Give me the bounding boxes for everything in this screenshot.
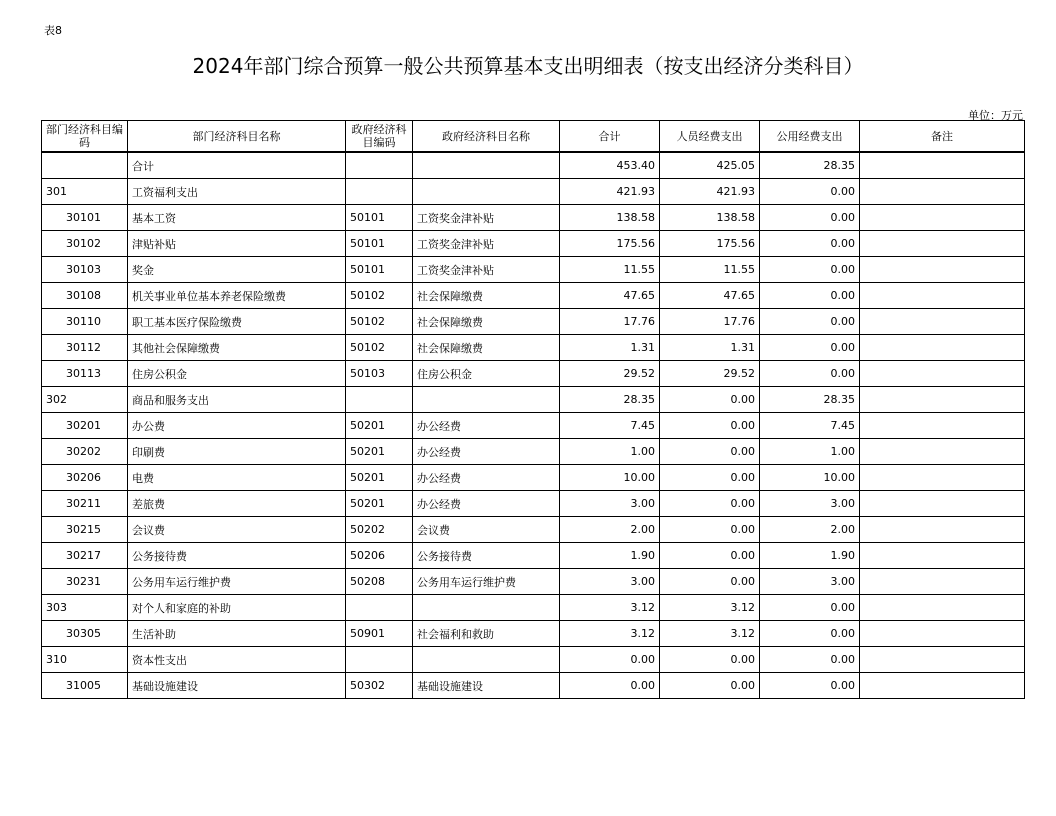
cell-personnel: 47.65 bbox=[660, 283, 760, 309]
cell-note bbox=[860, 179, 1025, 205]
cell-dept-code: 30108 bbox=[42, 283, 128, 309]
cell-note bbox=[860, 283, 1025, 309]
cell-public: 28.35 bbox=[760, 152, 860, 179]
cell-personnel: 11.55 bbox=[660, 257, 760, 283]
cell-public: 0.00 bbox=[760, 309, 860, 335]
cell-gov-code bbox=[346, 152, 413, 179]
cell-gov-code: 50208 bbox=[346, 569, 413, 595]
cell-dept-name: 公务接待费 bbox=[128, 543, 346, 569]
cell-gov-code: 50101 bbox=[346, 231, 413, 257]
cell-gov-code: 50102 bbox=[346, 283, 413, 309]
cell-dept-name: 商品和服务支出 bbox=[128, 387, 346, 413]
cell-note bbox=[860, 152, 1025, 179]
cell-gov-name bbox=[413, 387, 560, 413]
cell-note bbox=[860, 257, 1025, 283]
table-row bbox=[42, 413, 1025, 439]
table-row bbox=[42, 283, 1025, 309]
cell-dept-name: 其他社会保障缴费 bbox=[128, 335, 346, 361]
cell-dept-code bbox=[42, 152, 128, 179]
cell-gov-name: 会议费 bbox=[413, 517, 560, 543]
cell-public: 7.45 bbox=[760, 413, 860, 439]
expenditure-table bbox=[41, 120, 1025, 699]
cell-gov-name: 工资奖金津补贴 bbox=[413, 231, 560, 257]
table-header bbox=[42, 121, 1025, 153]
cell-gov-name: 办公经费 bbox=[413, 413, 560, 439]
cell-public: 0.00 bbox=[760, 361, 860, 387]
cell-dept-name: 合计 bbox=[128, 152, 346, 179]
cell-note bbox=[860, 543, 1025, 569]
cell-gov-name: 公务用车运行维护费 bbox=[413, 569, 560, 595]
cell-dept-name: 奖金 bbox=[128, 257, 346, 283]
col-header-dept-name: 部门经济科目名称 bbox=[128, 121, 346, 153]
cell-gov-code: 50302 bbox=[346, 673, 413, 699]
cell-gov-code: 50206 bbox=[346, 543, 413, 569]
cell-dept-code: 30217 bbox=[42, 543, 128, 569]
table-row bbox=[42, 491, 1025, 517]
cell-personnel: 0.00 bbox=[660, 673, 760, 699]
cell-gov-code: 50102 bbox=[346, 309, 413, 335]
col-header-note: 备注 bbox=[860, 121, 1025, 153]
cell-gov-name bbox=[413, 152, 560, 179]
cell-note bbox=[860, 647, 1025, 673]
cell-personnel: 175.56 bbox=[660, 231, 760, 257]
cell-dept-code: 30211 bbox=[42, 491, 128, 517]
cell-public: 2.00 bbox=[760, 517, 860, 543]
cell-total: 421.93 bbox=[560, 179, 660, 205]
cell-public: 0.00 bbox=[760, 257, 860, 283]
cell-note bbox=[860, 413, 1025, 439]
cell-total: 2.00 bbox=[560, 517, 660, 543]
table-row bbox=[42, 517, 1025, 543]
cell-total: 138.58 bbox=[560, 205, 660, 231]
cell-public: 0.00 bbox=[760, 283, 860, 309]
cell-note bbox=[860, 517, 1025, 543]
cell-dept-name: 基本工资 bbox=[128, 205, 346, 231]
cell-gov-name: 社会保障缴费 bbox=[413, 283, 560, 309]
cell-personnel: 29.52 bbox=[660, 361, 760, 387]
cell-note bbox=[860, 309, 1025, 335]
col-header-gov-name: 政府经济科目名称 bbox=[413, 121, 560, 153]
cell-gov-name: 办公经费 bbox=[413, 439, 560, 465]
col-header-personnel: 人员经费支出 bbox=[660, 121, 760, 153]
table-row bbox=[42, 595, 1025, 621]
cell-gov-code: 50201 bbox=[346, 465, 413, 491]
cell-personnel: 0.00 bbox=[660, 465, 760, 491]
cell-dept-code: 30305 bbox=[42, 621, 128, 647]
cell-gov-code: 50101 bbox=[346, 205, 413, 231]
cell-personnel: 0.00 bbox=[660, 413, 760, 439]
cell-total: 3.12 bbox=[560, 621, 660, 647]
table-row bbox=[42, 231, 1025, 257]
cell-public: 0.00 bbox=[760, 673, 860, 699]
cell-personnel: 0.00 bbox=[660, 647, 760, 673]
cell-dept-name: 公务用车运行维护费 bbox=[128, 569, 346, 595]
cell-total: 1.00 bbox=[560, 439, 660, 465]
cell-public: 0.00 bbox=[760, 231, 860, 257]
cell-public: 3.00 bbox=[760, 491, 860, 517]
cell-total: 17.76 bbox=[560, 309, 660, 335]
table-row bbox=[42, 179, 1025, 205]
cell-personnel: 0.00 bbox=[660, 569, 760, 595]
cell-total: 3.00 bbox=[560, 569, 660, 595]
cell-total: 0.00 bbox=[560, 647, 660, 673]
cell-total: 28.35 bbox=[560, 387, 660, 413]
cell-total: 0.00 bbox=[560, 673, 660, 699]
cell-dept-name: 基础设施建设 bbox=[128, 673, 346, 699]
cell-public: 0.00 bbox=[760, 595, 860, 621]
cell-note bbox=[860, 205, 1025, 231]
cell-gov-code: 50102 bbox=[346, 335, 413, 361]
cell-personnel: 0.00 bbox=[660, 439, 760, 465]
cell-gov-code: 50103 bbox=[346, 361, 413, 387]
cell-total: 10.00 bbox=[560, 465, 660, 491]
cell-total: 29.52 bbox=[560, 361, 660, 387]
cell-dept-code: 302 bbox=[42, 387, 128, 413]
cell-personnel: 17.76 bbox=[660, 309, 760, 335]
page-title: 2024年部门综合预算一般公共预算基本支出明细表（按支出经济分类科目） bbox=[192, 54, 864, 78]
table-row bbox=[42, 569, 1025, 595]
cell-gov-name: 工资奖金津补贴 bbox=[413, 257, 560, 283]
cell-gov-name bbox=[413, 595, 560, 621]
table-row bbox=[42, 543, 1025, 569]
table-row bbox=[42, 205, 1025, 231]
cell-note bbox=[860, 439, 1025, 465]
unit-label: 单位：万元 bbox=[968, 109, 1023, 122]
table-row bbox=[42, 152, 1025, 179]
cell-personnel: 0.00 bbox=[660, 543, 760, 569]
cell-dept-code: 303 bbox=[42, 595, 128, 621]
cell-gov-code: 50201 bbox=[346, 413, 413, 439]
cell-total: 3.00 bbox=[560, 491, 660, 517]
cell-public: 1.90 bbox=[760, 543, 860, 569]
table-row bbox=[42, 439, 1025, 465]
cell-gov-code: 50901 bbox=[346, 621, 413, 647]
table-body bbox=[42, 152, 1025, 699]
cell-personnel: 421.93 bbox=[660, 179, 760, 205]
cell-public: 10.00 bbox=[760, 465, 860, 491]
col-header-public: 公用经费支出 bbox=[760, 121, 860, 153]
cell-public: 3.00 bbox=[760, 569, 860, 595]
cell-dept-name: 对个人和家庭的补助 bbox=[128, 595, 346, 621]
table-row bbox=[42, 335, 1025, 361]
cell-note bbox=[860, 335, 1025, 361]
cell-public: 0.00 bbox=[760, 647, 860, 673]
cell-dept-name: 电费 bbox=[128, 465, 346, 491]
table-row bbox=[42, 465, 1025, 491]
cell-gov-name bbox=[413, 179, 560, 205]
cell-gov-name: 社会保障缴费 bbox=[413, 335, 560, 361]
cell-dept-code: 31005 bbox=[42, 673, 128, 699]
cell-note bbox=[860, 387, 1025, 413]
cell-total: 1.90 bbox=[560, 543, 660, 569]
cell-note bbox=[860, 673, 1025, 699]
cell-gov-name bbox=[413, 647, 560, 673]
cell-gov-name: 工资奖金津补贴 bbox=[413, 205, 560, 231]
cell-gov-name: 办公经费 bbox=[413, 465, 560, 491]
cell-public: 0.00 bbox=[760, 179, 860, 205]
cell-gov-name: 社会福利和救助 bbox=[413, 621, 560, 647]
cell-dept-name: 机关事业单位基本养老保险缴费 bbox=[128, 283, 346, 309]
cell-personnel: 0.00 bbox=[660, 491, 760, 517]
cell-dept-name: 津贴补贴 bbox=[128, 231, 346, 257]
cell-personnel: 425.05 bbox=[660, 152, 760, 179]
cell-dept-name: 办公费 bbox=[128, 413, 346, 439]
cell-gov-name: 办公经费 bbox=[413, 491, 560, 517]
cell-gov-name: 住房公积金 bbox=[413, 361, 560, 387]
cell-public: 1.00 bbox=[760, 439, 860, 465]
cell-total: 7.45 bbox=[560, 413, 660, 439]
cell-note bbox=[860, 465, 1025, 491]
cell-total: 175.56 bbox=[560, 231, 660, 257]
table-row bbox=[42, 309, 1025, 335]
cell-dept-code: 30113 bbox=[42, 361, 128, 387]
cell-personnel: 0.00 bbox=[660, 387, 760, 413]
cell-dept-name: 差旅费 bbox=[128, 491, 346, 517]
cell-dept-name: 印刷费 bbox=[128, 439, 346, 465]
cell-gov-code bbox=[346, 387, 413, 413]
cell-dept-name: 住房公积金 bbox=[128, 361, 346, 387]
cell-total: 11.55 bbox=[560, 257, 660, 283]
cell-public: 28.35 bbox=[760, 387, 860, 413]
cell-dept-name: 会议费 bbox=[128, 517, 346, 543]
cell-dept-code: 30112 bbox=[42, 335, 128, 361]
cell-note bbox=[860, 491, 1025, 517]
cell-gov-code: 50202 bbox=[346, 517, 413, 543]
cell-dept-name: 职工基本医疗保险缴费 bbox=[128, 309, 346, 335]
cell-gov-code bbox=[346, 595, 413, 621]
cell-personnel: 3.12 bbox=[660, 621, 760, 647]
cell-personnel: 0.00 bbox=[660, 517, 760, 543]
cell-total: 3.12 bbox=[560, 595, 660, 621]
table-row bbox=[42, 361, 1025, 387]
col-header-gov-code: 政府经济科目编码 bbox=[346, 121, 413, 153]
cell-total: 1.31 bbox=[560, 335, 660, 361]
cell-note bbox=[860, 361, 1025, 387]
cell-gov-code: 50201 bbox=[346, 491, 413, 517]
cell-personnel: 3.12 bbox=[660, 595, 760, 621]
cell-note bbox=[860, 621, 1025, 647]
cell-dept-code: 301 bbox=[42, 179, 128, 205]
cell-total: 453.40 bbox=[560, 152, 660, 179]
cell-dept-name: 生活补助 bbox=[128, 621, 346, 647]
cell-gov-name: 公务接待费 bbox=[413, 543, 560, 569]
cell-personnel: 1.31 bbox=[660, 335, 760, 361]
cell-note bbox=[860, 569, 1025, 595]
cell-public: 0.00 bbox=[760, 335, 860, 361]
table-row bbox=[42, 621, 1025, 647]
cell-dept-name: 资本性支出 bbox=[128, 647, 346, 673]
cell-dept-code: 30102 bbox=[42, 231, 128, 257]
cell-gov-code bbox=[346, 179, 413, 205]
cell-gov-code: 50101 bbox=[346, 257, 413, 283]
table-row bbox=[42, 257, 1025, 283]
cell-dept-code: 30202 bbox=[42, 439, 128, 465]
table-row bbox=[42, 647, 1025, 673]
cell-total: 47.65 bbox=[560, 283, 660, 309]
cell-note bbox=[860, 595, 1025, 621]
cell-dept-code: 30103 bbox=[42, 257, 128, 283]
cell-gov-code: 50201 bbox=[346, 439, 413, 465]
cell-dept-code: 30101 bbox=[42, 205, 128, 231]
cell-note bbox=[860, 231, 1025, 257]
table-row bbox=[42, 387, 1025, 413]
cell-dept-code: 310 bbox=[42, 647, 128, 673]
cell-dept-code: 30231 bbox=[42, 569, 128, 595]
col-header-dept-code: 部门经济科目编码 bbox=[42, 121, 128, 153]
cell-personnel: 138.58 bbox=[660, 205, 760, 231]
cell-dept-name: 工资福利支出 bbox=[128, 179, 346, 205]
cell-dept-code: 30206 bbox=[42, 465, 128, 491]
cell-gov-name: 社会保障缴费 bbox=[413, 309, 560, 335]
cell-dept-code: 30215 bbox=[42, 517, 128, 543]
table-number: 表8 bbox=[44, 24, 62, 37]
cell-dept-code: 30201 bbox=[42, 413, 128, 439]
table-row bbox=[42, 673, 1025, 699]
col-header-total: 合计 bbox=[560, 121, 660, 153]
cell-gov-name: 基础设施建设 bbox=[413, 673, 560, 699]
cell-public: 0.00 bbox=[760, 205, 860, 231]
cell-gov-code bbox=[346, 647, 413, 673]
cell-dept-code: 30110 bbox=[42, 309, 128, 335]
cell-public: 0.00 bbox=[760, 621, 860, 647]
